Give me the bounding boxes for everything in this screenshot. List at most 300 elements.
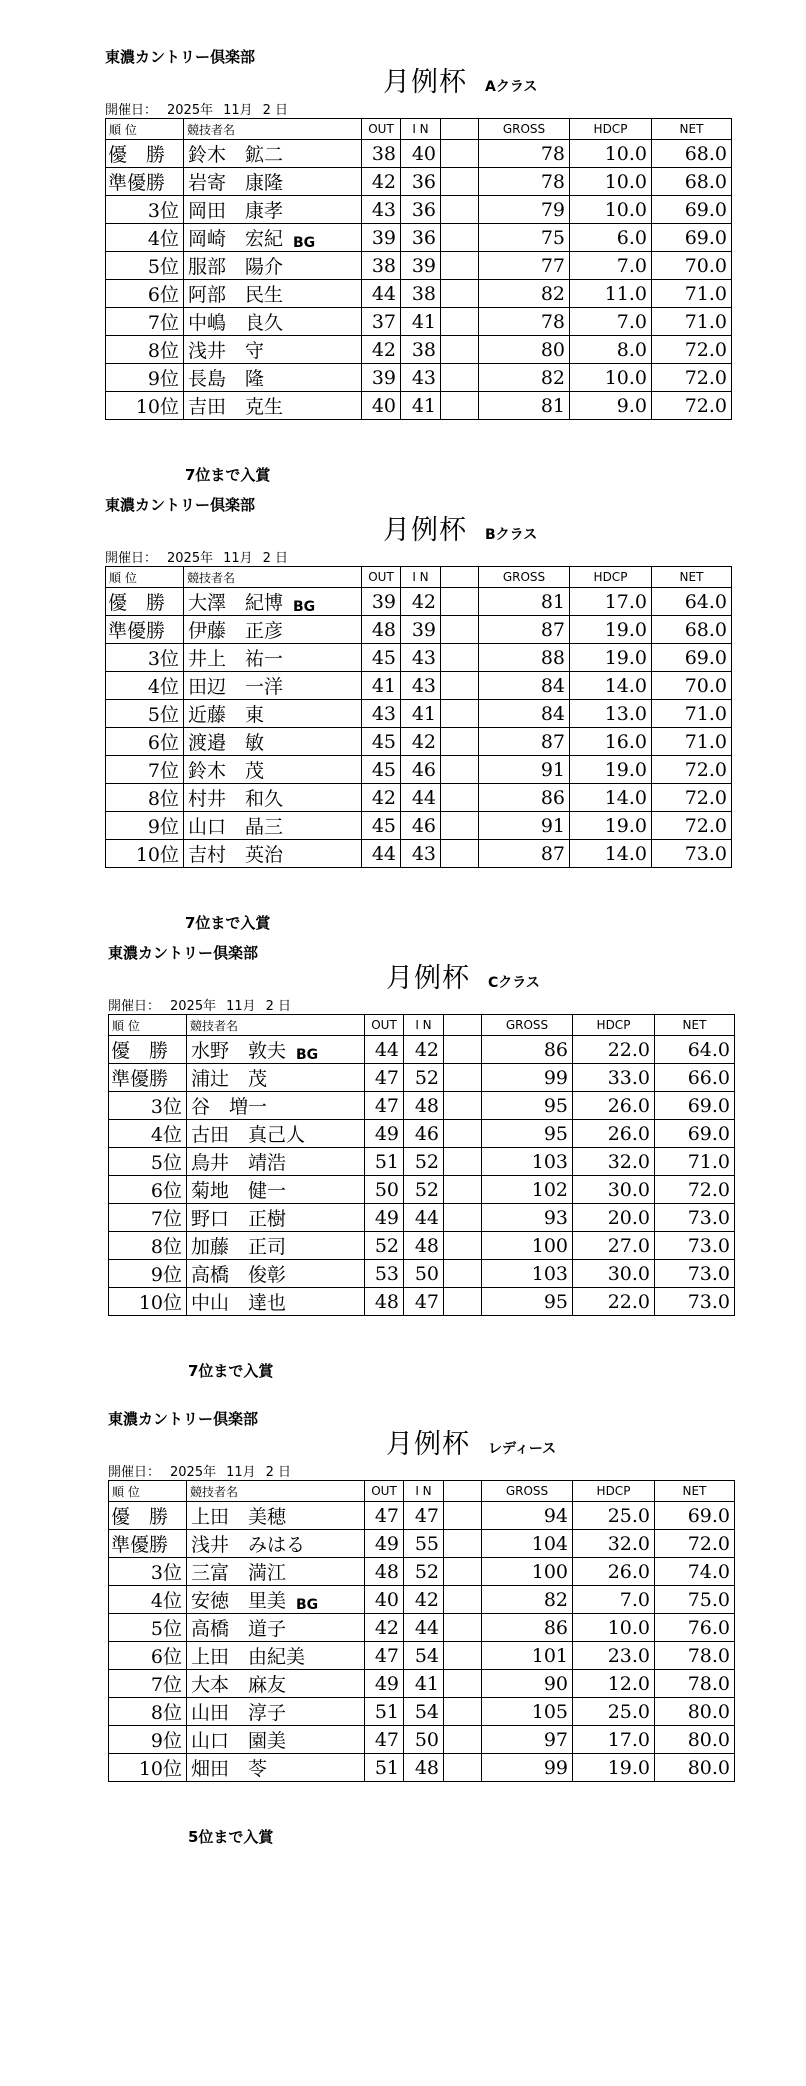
net-score: 73.0 (652, 840, 732, 868)
blank-cell (444, 1036, 482, 1064)
player-name: 大澤 紀博 (188, 592, 284, 614)
net-score: 71.0 (655, 1148, 735, 1176)
net-score: 68.0 (652, 616, 732, 644)
table-row (106, 224, 732, 252)
blank-cell (441, 196, 479, 224)
blank-cell (444, 1204, 482, 1232)
player-name: 近藤 東 (188, 704, 265, 726)
out-score: 51 (365, 1148, 404, 1176)
out-score: 47 (365, 1726, 404, 1754)
gross-score: 80 (479, 336, 570, 364)
gross-score: 95 (482, 1120, 573, 1148)
in-score: 38 (401, 280, 441, 308)
hdcp-value: 7.0 (570, 308, 652, 336)
rank-cell: 3位 (109, 1092, 187, 1120)
player-name-cell (184, 588, 362, 616)
player-name: 高橋 俊彰 (191, 1264, 287, 1286)
date-day: 2 日 (265, 999, 292, 1014)
blank-cell (444, 1754, 482, 1782)
player-name: 上田 由紀美 (191, 1646, 306, 1668)
table-row (106, 812, 732, 840)
out-score: 45 (362, 644, 401, 672)
results-table (108, 1014, 735, 1316)
gross-score: 75 (479, 224, 570, 252)
section-title (386, 1422, 556, 1461)
player-name-cell (187, 1558, 365, 1586)
table-row (109, 1092, 735, 1120)
section-title (383, 60, 537, 99)
hdcp-value: 19.0 (570, 616, 652, 644)
in-score: 48 (404, 1092, 444, 1120)
player-name-cell (184, 140, 362, 168)
rank-cell: 優 勝 (106, 140, 184, 168)
in-score: 50 (404, 1726, 444, 1754)
player-name: 村井 和久 (188, 788, 284, 810)
player-name-cell (184, 224, 362, 252)
blank-cell (444, 1558, 482, 1586)
net-score: 69.0 (655, 1502, 735, 1530)
net-score: 73.0 (655, 1204, 735, 1232)
date-day: 2 日 (262, 551, 289, 566)
date-label: 開催日： (105, 551, 158, 566)
net-score: 69.0 (655, 1120, 735, 1148)
column-header-hdcp: HDCP (573, 1481, 655, 1502)
table-row (109, 1670, 735, 1698)
table-row (106, 140, 732, 168)
hdcp-value: 10.0 (573, 1614, 655, 1642)
hdcp-value: 7.0 (570, 252, 652, 280)
table-row (106, 168, 732, 196)
net-score: 68.0 (652, 168, 732, 196)
in-score: 52 (404, 1148, 444, 1176)
out-score: 47 (365, 1642, 404, 1670)
net-score: 72.0 (652, 812, 732, 840)
rank-cell: 9位 (109, 1726, 187, 1754)
blank-cell (444, 1502, 482, 1530)
player-name-cell (184, 616, 362, 644)
hdcp-value: 19.0 (573, 1754, 655, 1782)
gross-score: 82 (479, 280, 570, 308)
column-header-out: OUT (362, 567, 401, 588)
gross-score: 101 (482, 1642, 573, 1670)
column-header-out: OUT (362, 119, 401, 140)
net-score: 80.0 (655, 1698, 735, 1726)
player-name-cell (187, 1260, 365, 1288)
player-name-cell (187, 1586, 365, 1614)
table-row (106, 784, 732, 812)
hdcp-value: 32.0 (573, 1530, 655, 1558)
results-section (108, 942, 748, 1390)
out-score: 45 (362, 756, 401, 784)
player-name: 田辺 一洋 (188, 676, 284, 698)
hdcp-value: 30.0 (573, 1260, 655, 1288)
hdcp-value: 25.0 (573, 1502, 655, 1530)
player-name-cell (184, 784, 362, 812)
prize-note: 7位まで入賞 (185, 914, 271, 932)
column-header-net: NET (655, 1481, 735, 1502)
in-score: 48 (404, 1232, 444, 1260)
out-score: 39 (362, 588, 401, 616)
hdcp-value: 10.0 (570, 168, 652, 196)
rank-cell: 優 勝 (109, 1502, 187, 1530)
table-row (109, 1642, 735, 1670)
table-row (106, 616, 732, 644)
in-score: 47 (404, 1502, 444, 1530)
hdcp-value: 22.0 (573, 1036, 655, 1064)
player-name: 伊藤 正彦 (188, 620, 284, 642)
player-name-cell (184, 168, 362, 196)
hdcp-value: 6.0 (570, 224, 652, 252)
blank-cell (441, 616, 479, 644)
blank-cell (441, 308, 479, 336)
out-score: 42 (362, 336, 401, 364)
hdcp-value: 12.0 (573, 1670, 655, 1698)
hdcp-value: 26.0 (573, 1558, 655, 1586)
player-name-cell (184, 700, 362, 728)
column-header-empty (441, 567, 479, 588)
hdcp-value: 10.0 (570, 364, 652, 392)
rank-cell: 9位 (106, 812, 184, 840)
net-score: 78.0 (655, 1642, 735, 1670)
table-row (109, 1502, 735, 1530)
blank-cell (444, 1260, 482, 1288)
hdcp-value: 19.0 (570, 812, 652, 840)
hdcp-value: 10.0 (570, 140, 652, 168)
column-header-empty (444, 1015, 482, 1036)
out-score: 39 (362, 364, 401, 392)
date-label: 開催日： (108, 999, 161, 1014)
column-header-net: NET (652, 119, 732, 140)
gross-score: 105 (482, 1698, 573, 1726)
hdcp-value: 17.0 (570, 588, 652, 616)
event-date (105, 547, 298, 566)
column-header-out: OUT (365, 1015, 404, 1036)
hdcp-value: 23.0 (573, 1642, 655, 1670)
date-label: 開催日： (108, 1465, 161, 1480)
blank-cell (441, 756, 479, 784)
net-score: 72.0 (655, 1176, 735, 1204)
column-header-in: I N (401, 567, 441, 588)
out-score: 48 (362, 616, 401, 644)
bg-mark: BG (293, 599, 316, 615)
gross-score: 90 (482, 1670, 573, 1698)
date-year: 2025年 (170, 999, 217, 1014)
net-score: 69.0 (652, 196, 732, 224)
rank-cell: 準優勝 (109, 1530, 187, 1558)
net-score: 72.0 (652, 756, 732, 784)
table-row (106, 364, 732, 392)
in-score: 52 (404, 1064, 444, 1092)
in-score: 36 (401, 196, 441, 224)
event-date (105, 99, 298, 118)
rank-cell: 6位 (109, 1176, 187, 1204)
blank-cell (444, 1614, 482, 1642)
gross-score: 87 (479, 728, 570, 756)
rank-cell: 7位 (106, 308, 184, 336)
column-header-empty (444, 1481, 482, 1502)
rank-cell: 8位 (109, 1698, 187, 1726)
player-name-cell (187, 1120, 365, 1148)
gross-score: 86 (479, 784, 570, 812)
in-score: 43 (401, 840, 441, 868)
blank-cell (444, 1642, 482, 1670)
hdcp-value: 14.0 (570, 672, 652, 700)
hdcp-value: 14.0 (570, 784, 652, 812)
results-table (105, 118, 732, 420)
player-name-cell (184, 364, 362, 392)
gross-score: 93 (482, 1204, 573, 1232)
rank-cell: 4位 (109, 1586, 187, 1614)
blank-cell (441, 812, 479, 840)
gross-score: 81 (479, 392, 570, 420)
table-row (106, 336, 732, 364)
blank-cell (441, 336, 479, 364)
in-score: 43 (401, 644, 441, 672)
column-header-net: NET (652, 567, 732, 588)
table-row (109, 1064, 735, 1092)
rank-cell: 準優勝 (106, 168, 184, 196)
bg-mark: BG (296, 1047, 319, 1063)
out-score: 38 (362, 252, 401, 280)
rank-cell: 7位 (109, 1204, 187, 1232)
player-name-cell (187, 1092, 365, 1120)
club-name: 東濃カントリー倶楽部 (108, 944, 259, 962)
player-name-cell (187, 1642, 365, 1670)
net-score: 69.0 (652, 224, 732, 252)
net-score: 70.0 (652, 672, 732, 700)
date-month: 11月 (226, 1465, 256, 1480)
blank-cell (444, 1148, 482, 1176)
rank-cell: 8位 (106, 336, 184, 364)
player-name-cell (187, 1698, 365, 1726)
net-score: 72.0 (652, 784, 732, 812)
player-name-cell (187, 1614, 365, 1642)
rank-cell: 3位 (109, 1558, 187, 1586)
column-header-rank: 順 位 (109, 1481, 187, 1502)
column-header-gross: GROSS (482, 1481, 573, 1502)
player-name-cell (187, 1064, 365, 1092)
out-score: 41 (362, 672, 401, 700)
out-score: 47 (365, 1064, 404, 1092)
results-section (105, 494, 745, 942)
rank-cell: 10位 (106, 840, 184, 868)
rank-cell: 6位 (106, 280, 184, 308)
net-score: 75.0 (655, 1586, 735, 1614)
table-row (109, 1148, 735, 1176)
blank-cell (444, 1092, 482, 1120)
header-row (106, 119, 732, 140)
player-name-cell (184, 392, 362, 420)
table-row (106, 728, 732, 756)
player-name: 鳥井 靖浩 (191, 1152, 287, 1174)
in-score: 47 (404, 1288, 444, 1316)
bg-mark: BG (296, 1597, 319, 1613)
column-header-out: OUT (365, 1481, 404, 1502)
net-score: 69.0 (655, 1092, 735, 1120)
player-name: 鈴木 茂 (188, 760, 265, 782)
hdcp-value: 22.0 (573, 1288, 655, 1316)
table-row (109, 1614, 735, 1642)
player-name-cell (187, 1754, 365, 1782)
out-score: 51 (365, 1754, 404, 1782)
blank-cell (444, 1670, 482, 1698)
in-score: 42 (404, 1036, 444, 1064)
out-score: 51 (365, 1698, 404, 1726)
table-row (106, 700, 732, 728)
column-header-gross: GROSS (482, 1015, 573, 1036)
in-score: 42 (401, 728, 441, 756)
table-row (106, 588, 732, 616)
net-score: 80.0 (655, 1726, 735, 1754)
hdcp-value: 30.0 (573, 1176, 655, 1204)
rank-cell: 8位 (109, 1232, 187, 1260)
blank-cell (441, 224, 479, 252)
player-name-cell (184, 280, 362, 308)
out-score: 44 (362, 840, 401, 868)
player-name-cell (184, 196, 362, 224)
results-table (108, 1480, 735, 1782)
header-row (109, 1015, 735, 1036)
in-score: 55 (404, 1530, 444, 1558)
gross-score: 99 (482, 1064, 573, 1092)
player-name: 岡田 康孝 (188, 200, 284, 222)
rank-cell: 10位 (109, 1754, 187, 1782)
net-score: 80.0 (655, 1754, 735, 1782)
net-score: 76.0 (655, 1614, 735, 1642)
in-score: 46 (401, 756, 441, 784)
blank-cell (441, 784, 479, 812)
column-header-in: I N (404, 1015, 444, 1036)
hdcp-value: 19.0 (570, 644, 652, 672)
in-score: 38 (401, 336, 441, 364)
player-name: 岡崎 宏紀 (188, 228, 284, 250)
rank-cell: 5位 (106, 700, 184, 728)
out-score: 37 (362, 308, 401, 336)
player-name-cell (187, 1726, 365, 1754)
rank-cell: 8位 (106, 784, 184, 812)
results-section (105, 46, 745, 494)
net-score: 72.0 (655, 1530, 735, 1558)
player-name: 上田 美穂 (191, 1506, 287, 1528)
column-header-hdcp: HDCP (570, 119, 652, 140)
blank-cell (441, 168, 479, 196)
player-name-cell (184, 840, 362, 868)
player-name: 中嶋 良久 (188, 312, 284, 334)
blank-cell (444, 1288, 482, 1316)
gross-score: 88 (479, 644, 570, 672)
player-name: 鈴木 鉱二 (188, 144, 284, 166)
column-header-in: I N (401, 119, 441, 140)
rank-cell: 準優勝 (109, 1064, 187, 1092)
in-score: 52 (404, 1558, 444, 1586)
in-score: 54 (404, 1698, 444, 1726)
blank-cell (441, 140, 479, 168)
column-header-rank: 順 位 (106, 119, 184, 140)
bg-mark: BG (293, 235, 316, 251)
gross-score: 102 (482, 1176, 573, 1204)
header-row (106, 567, 732, 588)
in-score: 50 (404, 1260, 444, 1288)
out-score: 49 (365, 1530, 404, 1558)
in-score: 52 (404, 1176, 444, 1204)
event-title: 月例杯 (383, 515, 467, 546)
gross-score: 95 (482, 1288, 573, 1316)
event-title: 月例杯 (386, 1429, 470, 1460)
out-score: 44 (362, 280, 401, 308)
rank-cell: 6位 (106, 728, 184, 756)
gross-score: 95 (482, 1092, 573, 1120)
column-header-gross: GROSS (479, 567, 570, 588)
net-score: 69.0 (652, 644, 732, 672)
out-score: 42 (362, 168, 401, 196)
out-score: 39 (362, 224, 401, 252)
rank-cell: 7位 (109, 1670, 187, 1698)
player-name-cell (184, 728, 362, 756)
in-score: 46 (401, 812, 441, 840)
results-table (105, 566, 732, 868)
net-score: 71.0 (652, 308, 732, 336)
in-score: 41 (401, 308, 441, 336)
player-name: 菊地 健一 (191, 1180, 287, 1202)
blank-cell (441, 280, 479, 308)
net-score: 64.0 (655, 1036, 735, 1064)
player-name: 浅井 守 (188, 340, 265, 362)
blank-cell (444, 1586, 482, 1614)
class-label: レディース (488, 1441, 557, 1457)
player-name: 高橋 道子 (191, 1618, 287, 1640)
out-score: 52 (365, 1232, 404, 1260)
table-row (106, 756, 732, 784)
player-name: 浦辻 茂 (191, 1068, 268, 1090)
player-name: 阿部 民生 (188, 284, 284, 306)
net-score: 71.0 (652, 280, 732, 308)
blank-cell (441, 588, 479, 616)
player-name: 岩寄 康隆 (188, 172, 284, 194)
player-name: 加藤 正司 (191, 1236, 287, 1258)
hdcp-value: 25.0 (573, 1698, 655, 1726)
in-score: 36 (401, 168, 441, 196)
player-name: 山口 園美 (191, 1730, 287, 1752)
rank-cell: 10位 (109, 1288, 187, 1316)
net-score: 72.0 (652, 336, 732, 364)
player-name: 浅井 みはる (191, 1534, 306, 1556)
table-row (109, 1754, 735, 1782)
hdcp-value: 11.0 (570, 280, 652, 308)
gross-score: 94 (482, 1502, 573, 1530)
blank-cell (441, 840, 479, 868)
player-name: 水野 敦夫 (191, 1040, 287, 1062)
in-score: 44 (404, 1204, 444, 1232)
rank-cell: 4位 (106, 672, 184, 700)
blank-cell (441, 364, 479, 392)
gross-score: 82 (479, 364, 570, 392)
net-score: 72.0 (652, 364, 732, 392)
player-name: 渡邉 敏 (188, 732, 265, 754)
table-row (106, 392, 732, 420)
hdcp-value: 20.0 (573, 1204, 655, 1232)
out-score: 43 (362, 196, 401, 224)
blank-cell (444, 1176, 482, 1204)
rank-cell: 3位 (106, 644, 184, 672)
player-name: 中山 達也 (191, 1292, 287, 1314)
column-header-name: 競技者名 (187, 1481, 365, 1502)
hdcp-value: 33.0 (573, 1064, 655, 1092)
in-score: 41 (401, 700, 441, 728)
net-score: 73.0 (655, 1260, 735, 1288)
player-name-cell (187, 1288, 365, 1316)
table-row (109, 1036, 735, 1064)
player-name-cell (187, 1502, 365, 1530)
